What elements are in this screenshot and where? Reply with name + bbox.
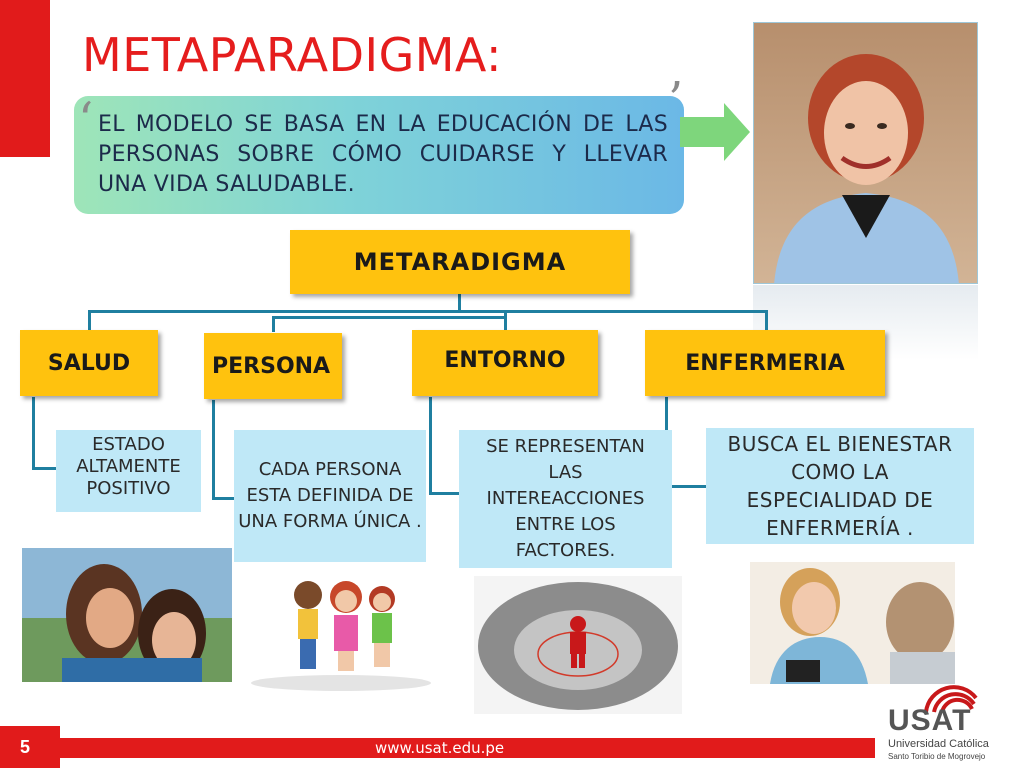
connector [88, 310, 91, 330]
connector [429, 492, 459, 495]
connector [32, 467, 56, 470]
banner-text: EL MODELO SE BASA EN LA EDUCACIÓN DE LAS PERSONAS SOBRE CÓMO CUIDARSE Y LLEVAR UNA VIDA SALUDABLE. [98, 112, 668, 197]
open-quote-icon: ‘ [78, 92, 94, 148]
close-quote-icon: ’ [668, 72, 684, 128]
logo-wordmark: USAT [888, 704, 972, 737]
connector [504, 310, 507, 330]
connector [765, 310, 768, 330]
connector [212, 497, 234, 500]
footer-url: www.usat.edu.pe [375, 739, 505, 757]
photo-enfermeria [750, 562, 955, 684]
photo-entorno [474, 576, 682, 714]
connector [32, 397, 35, 469]
desc-enfermeria: BUSCA EL BIENESTAR COMO LA ESPECIALIDAD DE ENFERMERÍA . [706, 428, 974, 544]
connector [272, 316, 275, 332]
node-enfermeria: ENFERMERIA [645, 330, 885, 396]
logo-subtitle: Universidad Católica [888, 738, 989, 750]
connector [429, 397, 432, 495]
photo-salud [22, 548, 232, 682]
node-persona: PERSONA [204, 333, 342, 399]
logo-subtitle-2: Santo Toribio de Mogrovejo [888, 752, 986, 761]
page-number: 5 [0, 726, 60, 768]
arrow-right-icon [680, 103, 750, 161]
desc-persona: CADA PERSONA ESTA DEFINIDA DE UNA FORMA ÚNICA . [234, 430, 426, 562]
connector [88, 310, 768, 313]
slide-title: METAPARADIGMA: [82, 28, 503, 82]
diagram-root: METARADIGMA [290, 230, 630, 294]
portrait-photo [753, 22, 978, 284]
connector [672, 485, 706, 488]
node-entorno: ENTORNO [412, 330, 598, 396]
connector [212, 400, 215, 500]
connector [272, 316, 504, 319]
photo-persona [246, 573, 436, 691]
desc-salud: ESTADO ALTAMENTE POSITIVO [56, 430, 201, 512]
desc-entorno: SE REPRESENTAN LAS INTEREACCIONES ENTRE LOS FACTORES. [459, 430, 672, 568]
node-salud: SALUD [20, 330, 158, 396]
top-accent-bar [0, 0, 50, 157]
